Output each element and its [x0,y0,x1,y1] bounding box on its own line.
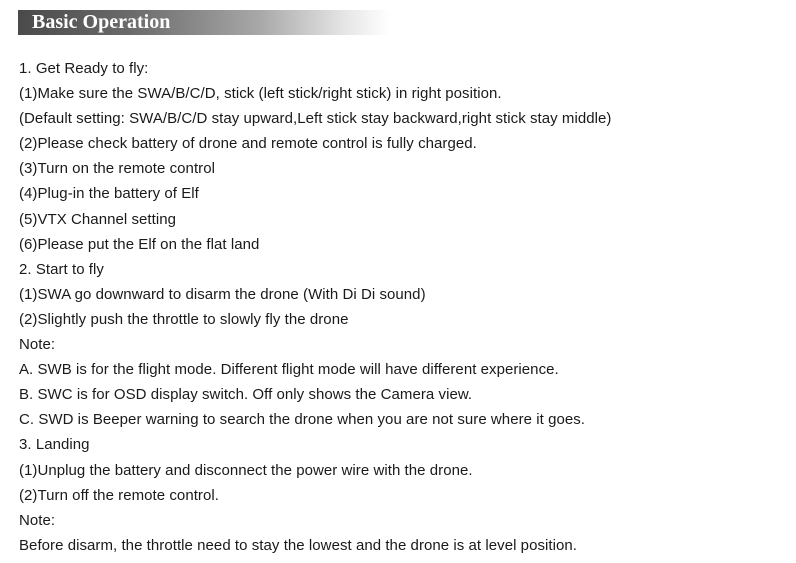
section-title: Basic Operation [32,11,171,33]
instruction-line: (Default setting: SWA/B/C/D stay upward,Left stick stay backward,right stick stay middle) [19,110,612,128]
instruction-text [19,56,789,558]
note-label: Note: [19,511,56,529]
instruction-line: (2)Please check battery of drone and remote control is fully charged. [19,135,477,153]
note-line: Before disarm, the throttle need to stay the lowest and the drone is at level position. [19,536,578,554]
instruction-line: (2)Turn off the remote control. [19,486,219,504]
note-line: A. SWB is for the flight mode. Different flight mode will have different experience. [19,361,559,379]
note-line: C. SWD is Beeper warning to search the drone when you are not sure where it goes. [19,411,586,429]
instruction-line: (1)Unplug the battery and disconnect the power wire with the drone. [19,461,473,479]
note-label: Note: [19,336,56,354]
section-header-bar [18,10,390,35]
note-line: B. SWC is for OSD display switch. Off only shows the Camera view. [19,386,473,404]
instruction-line: (2)Slightly push the throttle to slowly fly the drone [19,310,349,328]
instruction-line: (5)VTX Channel setting [19,210,177,228]
instruction-line: (4)Plug-in the battery of Elf [19,185,199,203]
instruction-line: (1)Make sure the SWA/B/C/D, stick (left stick/right stick) in right position. [19,85,502,103]
heading-landing: 3. Landing [19,436,90,454]
heading-get-ready: 1. Get Ready to fly: [19,60,149,77]
instruction-line: (3)Turn on the remote control [19,160,215,178]
instruction-line: (1)SWA go downward to disarm the drone (With Di Di sound) [19,285,426,303]
heading-start-to-fly: 2. Start to fly [19,260,104,278]
instruction-line: (6)Please put the Elf on the flat land [19,235,260,253]
